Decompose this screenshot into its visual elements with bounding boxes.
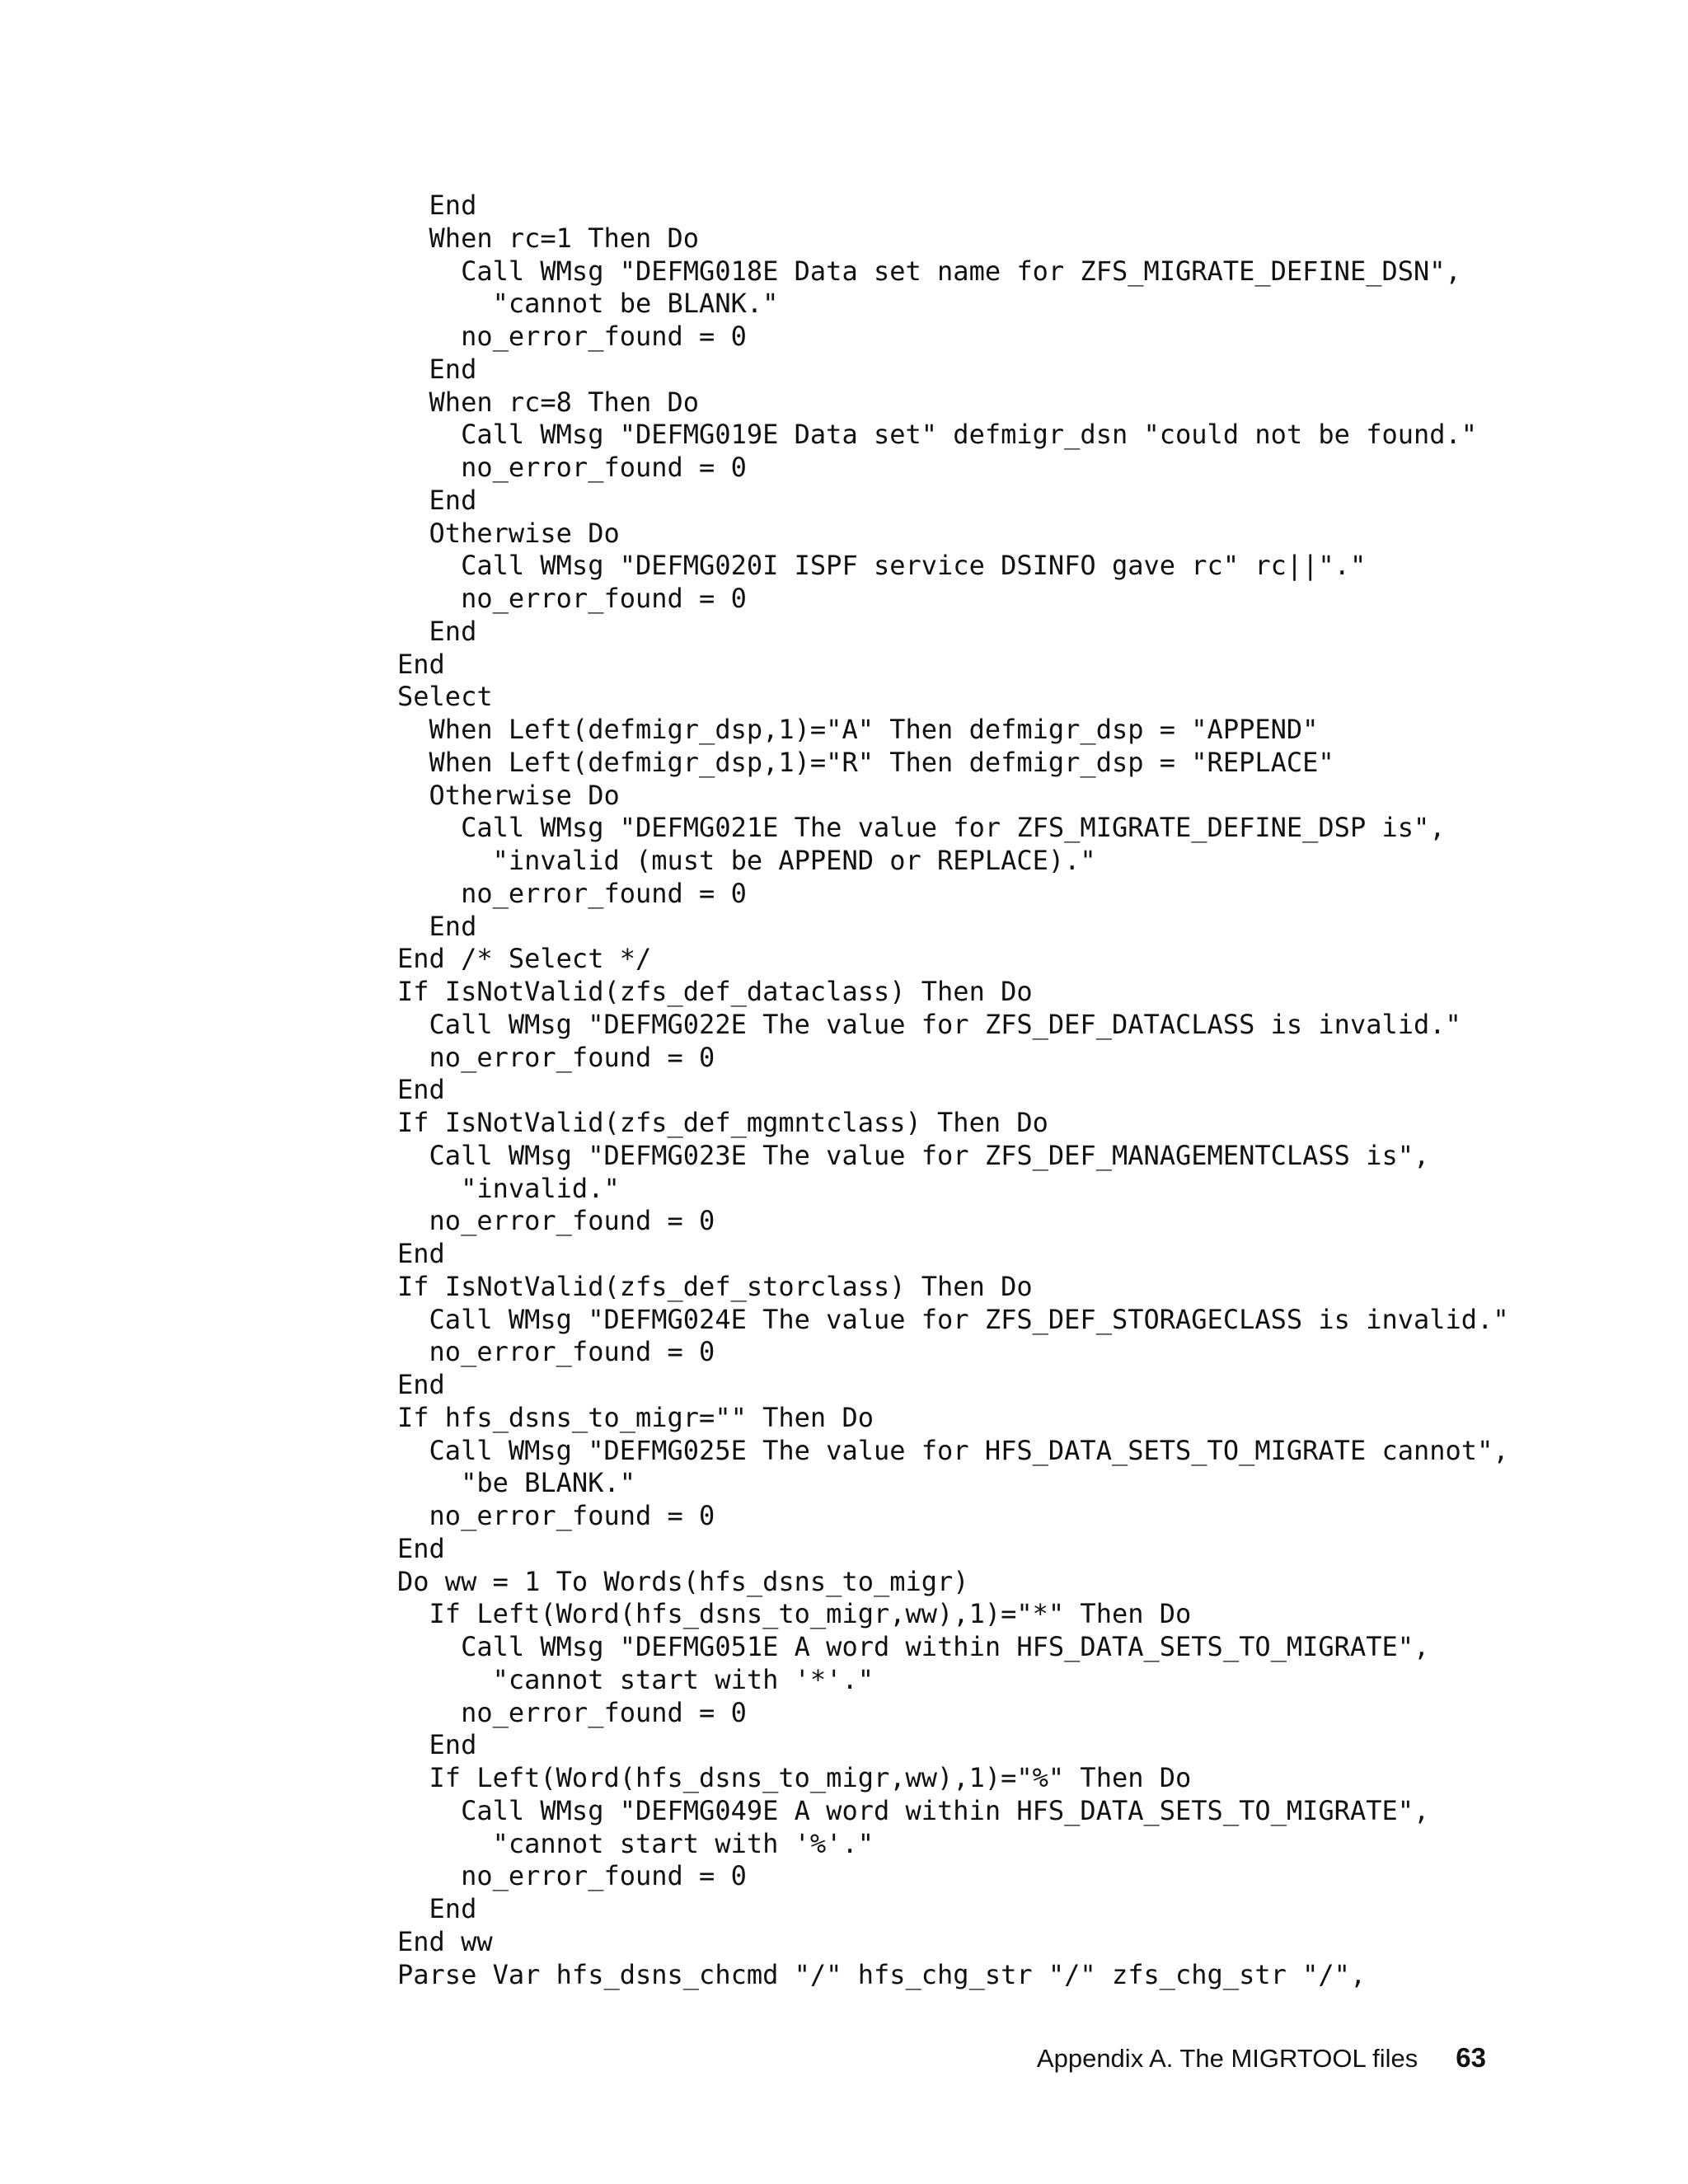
code-line: "invalid (must be APPEND or REPLACE)." bbox=[397, 845, 1096, 876]
code-line: Call WMsg "DEFMG018E Data set name for ZFS_MIGRATE_DEFINE_DSN", bbox=[397, 255, 1461, 287]
code-line: Otherwise Do bbox=[397, 779, 620, 811]
code-line: no_error_found = 0 bbox=[397, 1696, 747, 1728]
code-line: If hfs_dsns_to_migr="" Then Do bbox=[397, 1401, 874, 1433]
code-line: Call WMsg "DEFMG051E A word within HFS_DATA_SETS_TO_MIGRATE", bbox=[397, 1631, 1430, 1662]
code-line: End bbox=[397, 1893, 477, 1924]
code-line: Call WMsg "DEFMG020I ISPF service DSINFO gave rc" rc||"." bbox=[397, 550, 1367, 582]
code-line: Call WMsg "DEFMG022E The value for ZFS_DEF_DATACLASS is invalid." bbox=[397, 1008, 1461, 1040]
code-line: If IsNotValid(zfs_def_mgmntclass) Then Do bbox=[397, 1107, 1048, 1138]
code-line: End bbox=[397, 1369, 445, 1400]
code-line: End bbox=[397, 484, 477, 516]
code-line: no_error_found = 0 bbox=[397, 1500, 715, 1531]
code-line: If IsNotValid(zfs_def_storclass) Then Do bbox=[397, 1270, 1033, 1302]
code-line: no_error_found = 0 bbox=[397, 452, 747, 483]
code-line: End ww bbox=[397, 1925, 493, 1957]
code-line: Do ww = 1 To Words(hfs_dsns_to_migr) bbox=[397, 1565, 969, 1597]
code-line: Call WMsg "DEFMG025E The value for HFS_DATA_SETS_TO_MIGRATE cannot", bbox=[397, 1434, 1509, 1466]
code-line: no_error_found = 0 bbox=[397, 1205, 715, 1237]
code-line: End bbox=[397, 353, 477, 385]
page-number: 63 bbox=[1456, 2042, 1486, 2073]
code-line: End /* Select */ bbox=[397, 943, 652, 975]
code-line: End bbox=[397, 1532, 445, 1564]
code-line: End bbox=[397, 190, 477, 221]
code-line: End bbox=[397, 648, 445, 680]
code-line: "cannot start with '%'." bbox=[397, 1827, 874, 1859]
page-footer bbox=[1037, 2042, 1486, 2074]
code-line: End bbox=[397, 1729, 477, 1761]
code-line: Call WMsg "DEFMG023E The value for ZFS_DEF_MANAGEMENTCLASS is", bbox=[397, 1139, 1430, 1171]
code-line: When Left(defmigr_dsp,1)="A" Then defmigr_dsp = "APPEND" bbox=[397, 714, 1319, 745]
code-line: "invalid." bbox=[397, 1172, 620, 1204]
code-line: "be BLANK." bbox=[397, 1467, 635, 1499]
code-line: End bbox=[397, 615, 477, 647]
code-line: End bbox=[397, 1238, 445, 1269]
code-listing bbox=[397, 190, 1509, 1991]
code-line: no_error_found = 0 bbox=[397, 321, 747, 352]
code-line: Select bbox=[397, 681, 493, 713]
code-line: "cannot start with '*'." bbox=[397, 1663, 874, 1695]
code-line: When rc=8 Then Do bbox=[397, 386, 700, 418]
code-line: End bbox=[397, 910, 477, 942]
code-line: End bbox=[397, 1074, 445, 1106]
code-line: no_error_found = 0 bbox=[397, 1041, 715, 1073]
code-line: Parse Var hfs_dsns_chcmd "/" hfs_chg_str "/" zfs_chg_str "/", bbox=[397, 1958, 1367, 1990]
code-line: When Left(defmigr_dsp,1)="R" Then defmigr_dsp = "REPLACE" bbox=[397, 746, 1334, 778]
code-line: Call WMsg "DEFMG024E The value for ZFS_DEF_STORAGECLASS is invalid." bbox=[397, 1303, 1509, 1335]
code-line: Call WMsg "DEFMG019E Data set" defmigr_dsn "could not be found." bbox=[397, 419, 1478, 451]
code-line: If IsNotValid(zfs_def_dataclass) Then Do bbox=[397, 976, 1033, 1007]
code-line: no_error_found = 0 bbox=[397, 1860, 747, 1892]
code-line: Otherwise Do bbox=[397, 517, 620, 549]
code-line: Call WMsg "DEFMG021E The value for ZFS_MIGRATE_DEFINE_DSP is", bbox=[397, 812, 1446, 844]
code-line: no_error_found = 0 bbox=[397, 583, 747, 614]
code-line: no_error_found = 0 bbox=[397, 1336, 715, 1368]
code-line: "cannot be BLANK." bbox=[397, 288, 779, 320]
code-line: If Left(Word(hfs_dsns_to_migr,ww),1)="%" Then Do bbox=[397, 1762, 1192, 1793]
footer-title: Appendix A. The MIGRTOOL files bbox=[1036, 2044, 1418, 2073]
code-line: Call WMsg "DEFMG049E A word within HFS_DATA_SETS_TO_MIGRATE", bbox=[397, 1794, 1430, 1826]
code-line: When rc=1 Then Do bbox=[397, 222, 700, 254]
code-line: If Left(Word(hfs_dsns_to_migr,ww),1)="*" Then Do bbox=[397, 1598, 1192, 1630]
code-line: no_error_found = 0 bbox=[397, 877, 747, 909]
